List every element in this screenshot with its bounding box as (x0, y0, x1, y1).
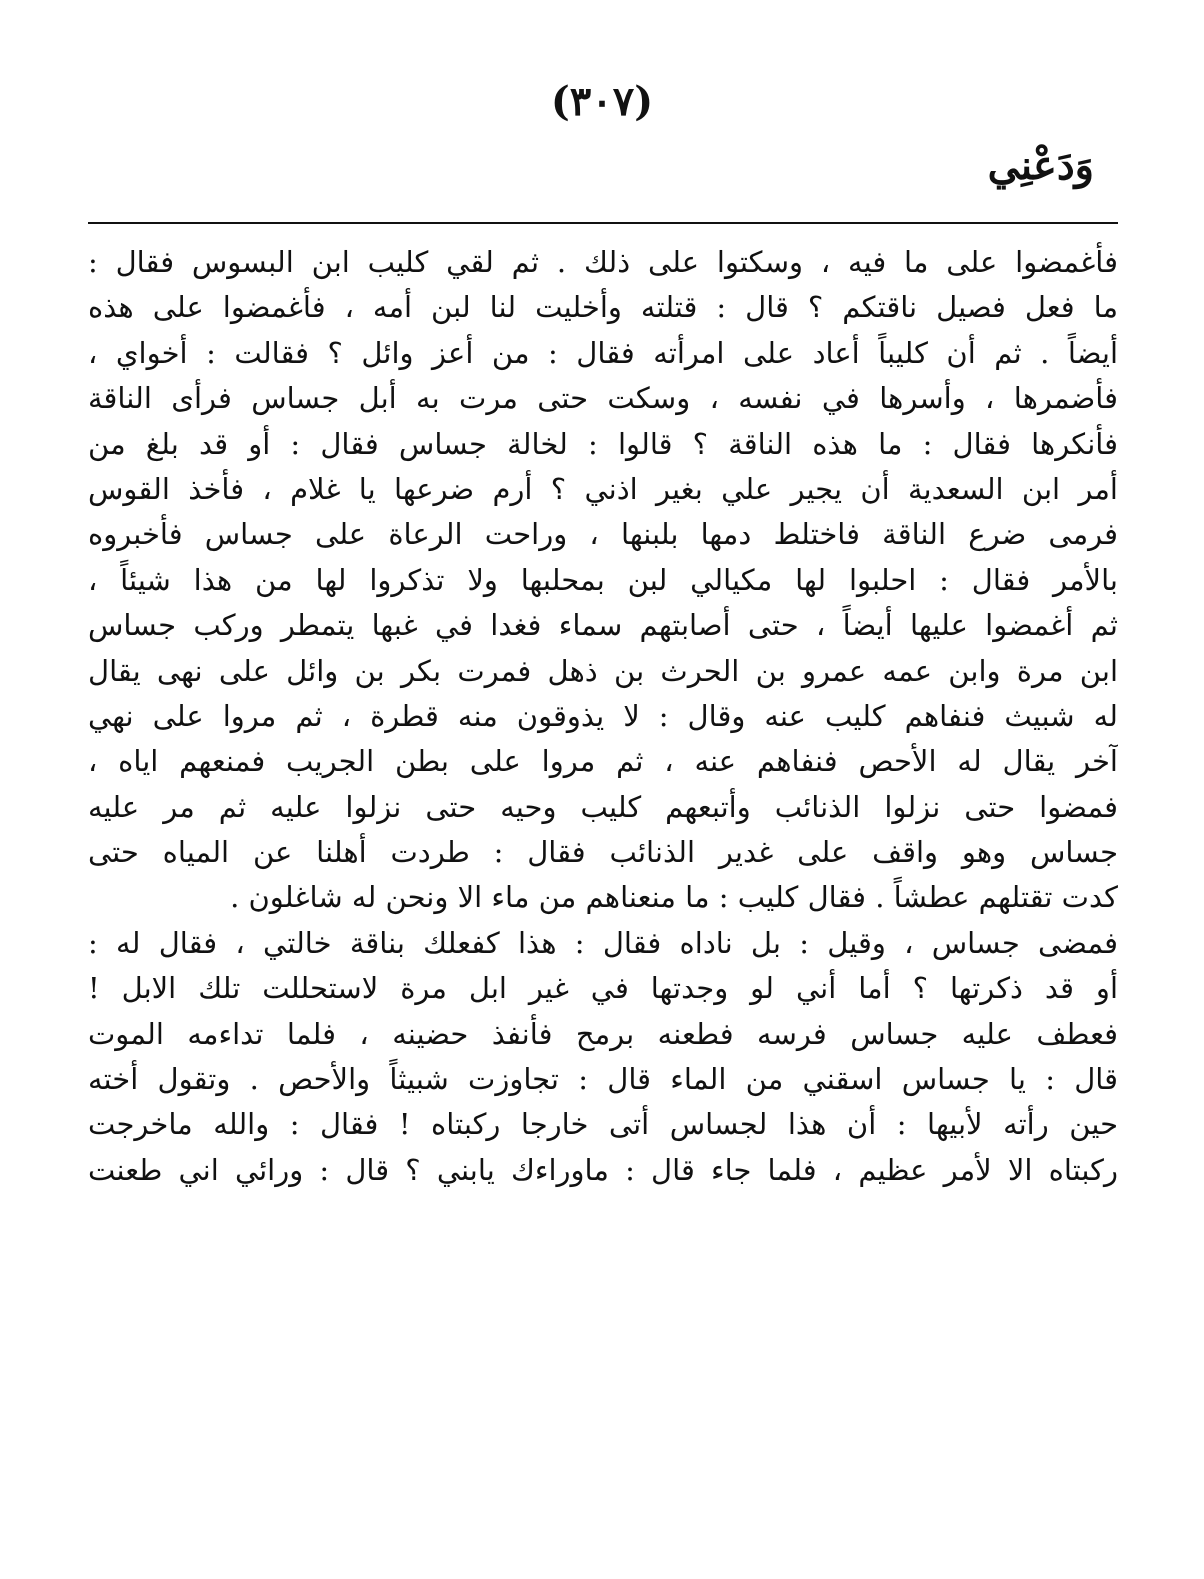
text-line: أمر ابن السعدية أن يجير علي بغير اذني ؟ أرم ضرعها يا غلام ، فأخذ القوس (88, 471, 1118, 506)
text-line: فأضمرها ، وأسرها في نفسه ، وسكت حتى مرت به أبل جساس فرأى الناقة (88, 381, 1118, 416)
text-line: فعطف عليه جساس فرسه فطعنه برمح فأنفذ حضينه ، فلما تداءمه الموت (88, 1016, 1118, 1051)
header-rule (88, 222, 1118, 224)
text-line: أيضاً . ثم أن كليباً أعاد على امرأته فقال : من أعز وائل ؟ فقالت : أخواي ، (88, 335, 1118, 370)
text-line: فأنكرها فقال : ما هذه الناقة ؟ قالوا : لخالة جساس فقال : أو قد بلغ من (88, 426, 1118, 461)
text-line: فرمى ضرع الناقة فاختلط دمها بلبنها ، وراحت الرعاة على جساس فأخبروه (88, 517, 1118, 552)
text-line: ابن مرة وابن عمه عمرو بن الحرث بن ذهل فمرت بكر بن وائل على نهى يقال (88, 653, 1118, 688)
text-line: ما فعل فصيل ناقتكم ؟ قال : قتلته وأخليت لنا لبن أمه ، فأغمضوا على هذه (88, 290, 1118, 325)
body-text (88, 240, 1118, 1193)
page-number: (٣٠٧) (550, 78, 654, 125)
text-line: جساس وهو واقف على غدير الذنائب فقال : طردت أهلنا عن المياه حتى (88, 835, 1118, 870)
text-line: ثم أغمضوا عليها أيضاً ، حتى أصابتهم سماء فغدا في غبها يتمطر وركب جساس (88, 608, 1118, 643)
text-line: قال : يا جساس اسقني من الماء قال : تجاوزت شبيثاً والأحص . وتقول أخته (88, 1062, 1118, 1097)
text-line: أو قد ذكرتها ؟ أما أني لو وجدتها في غير ابل مرة لاستحللت تلك الابل ! (88, 971, 1118, 1006)
text-line: آخر يقال له الأحص فنفاهم عنه ، ثم مروا على بطن الجريب فمنعهم اياه ، (88, 744, 1118, 779)
header-word: وَدَعْنِي (987, 142, 1094, 189)
text-line: ركبتاه الا لأمر عظيم ، فلما جاء قال : ماوراءك يابني ؟ قال : ورائي اني طعنت (88, 1152, 1118, 1187)
text-line: فأغمضوا على ما فيه ، وسكتوا على ذلك . ثم لقي كليب ابن البسوس فقال : (88, 245, 1118, 279)
text-line: كدت تقتلهم عطشاً . فقال كليب : ما منعناهم من ماء الا ونحن له شاغلون . (230, 880, 1118, 915)
text-line: بالأمر فقال : احلبوا لها مكيالي لبن بمحلبها ولا تذكروا لها من هذا شيئاً ، (88, 562, 1118, 597)
text-line: حين رأته لأبيها : أن هذا لجساس أتى خارجا ركبتاه ! فقال : والله ماخرجت (88, 1107, 1118, 1142)
text-line: له شبيث فنفاهم كليب عنه وقال : لا يذوقون منه قطرة ، ثم مروا على نهي (88, 698, 1118, 733)
text-line: فمضى جساس ، وقيل : بل ناداه فقال : هذا كفعلك بناقة خالتي ، فقال له : (88, 925, 1118, 960)
text-line: فمضوا حتى نزلوا الذنائب وأتبعهم كليب وحيه حتى نزلوا عليه ثم مر عليه (88, 789, 1118, 824)
